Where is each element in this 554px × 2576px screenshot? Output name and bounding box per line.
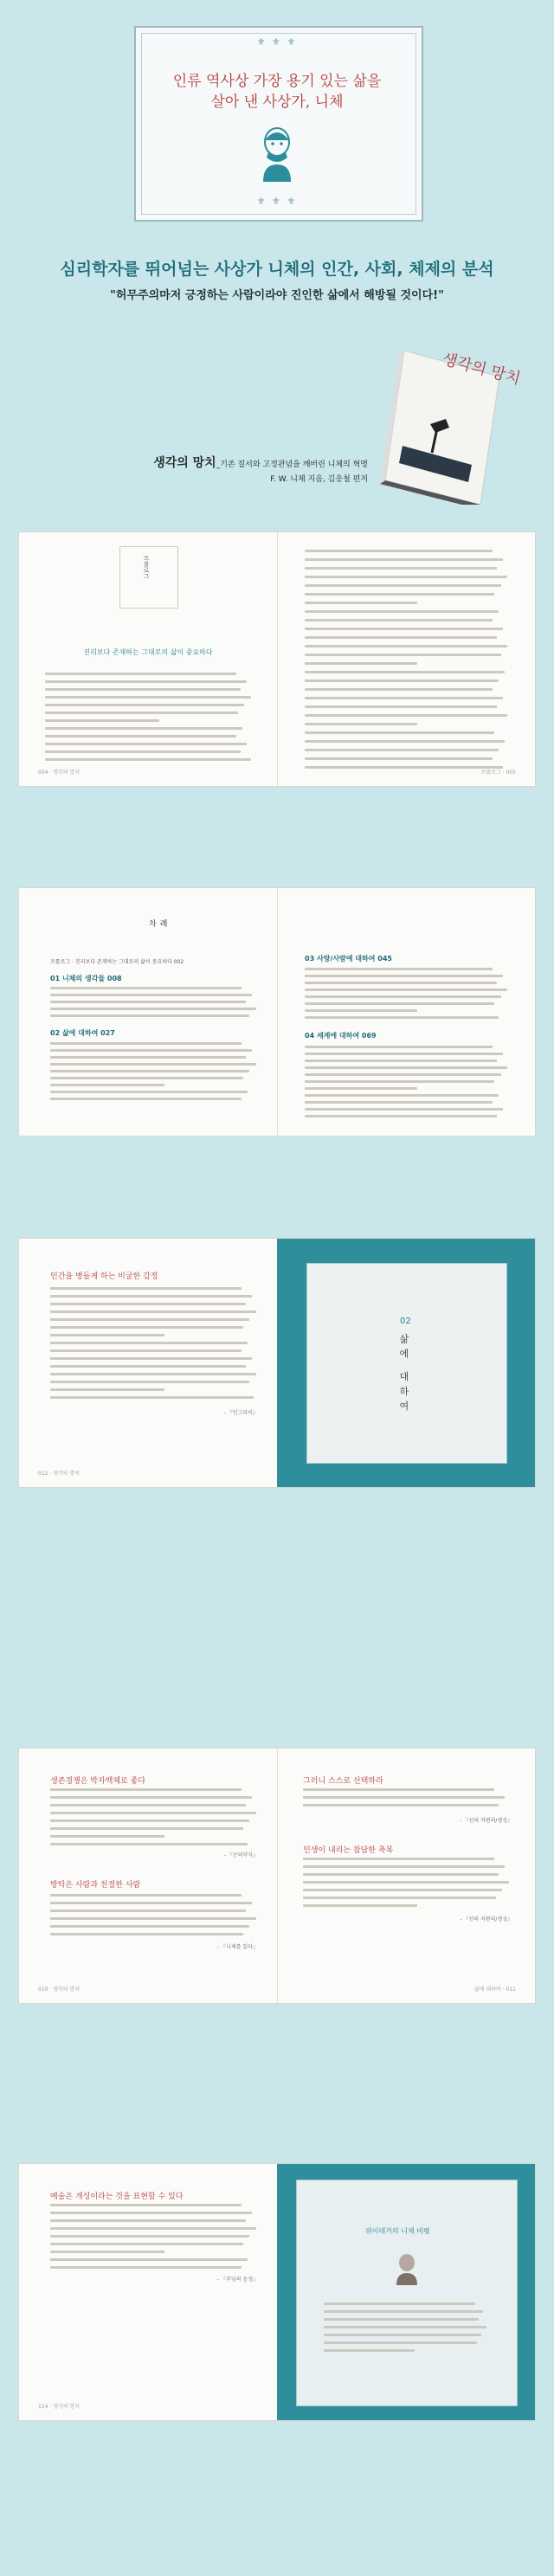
text-line: [50, 1381, 249, 1383]
text-line: [50, 1091, 248, 1093]
page-number-left: 010 · 생각의 망치: [38, 1987, 81, 1993]
text-line: [50, 1287, 242, 1290]
page-number-right: 삶에 대하여 · 011: [473, 1987, 516, 1993]
text-line: [303, 1897, 496, 1899]
text-line: [50, 1001, 246, 1003]
book-subtitle: _기존 질서와 고정관념을 깨버린 니체의 혁명: [216, 460, 368, 469]
text-line: [305, 584, 501, 587]
headline-quote: "허무주의마저 긍정하는 사람이라야 진인한 삶에서 해방될 것이다!": [110, 289, 444, 302]
text-line: [305, 714, 507, 717]
text-line: [305, 968, 493, 970]
quote-head: 예술은 개성이라는 것을 표현할 수 있다: [50, 2193, 184, 2201]
text-line: [303, 1865, 505, 1868]
text-line: [305, 989, 507, 991]
text-line: [50, 2235, 249, 2238]
text-line: [305, 982, 497, 984]
header-line-1: 인류 역사상 가장 용기 있는 삶을: [172, 73, 382, 90]
quote-source: - 『주님의 음성』: [217, 2277, 258, 2283]
text-line: [305, 593, 494, 596]
text-line: [303, 1858, 494, 1860]
text-line: [50, 1902, 252, 1904]
text-line: [50, 994, 252, 996]
toc-item-03[interactable]: 03 사랑/사람에 대하여 045: [305, 955, 392, 963]
ornament-bottom: ⚜ ⚜ ⚜: [256, 196, 298, 207]
text-line: [305, 628, 503, 630]
quote-head-b: 방탁은 사람과 친절한 사람: [50, 1881, 141, 1890]
text-line: [305, 688, 493, 691]
text-line: [45, 680, 247, 683]
text-line: [303, 1804, 499, 1806]
text-line: [50, 1835, 164, 1838]
text-line: [50, 1318, 249, 1321]
text-line: [50, 1909, 246, 1912]
text-line: [50, 1804, 246, 1806]
text-line: [305, 1066, 507, 1069]
text-line: [305, 1108, 503, 1111]
text-line: [50, 1788, 242, 1791]
book-cover-title: 생각의 망치: [440, 350, 523, 389]
text-line: [305, 1080, 494, 1083]
text-line: [50, 1917, 256, 1920]
text-line: [50, 2227, 256, 2230]
text-line: [50, 2266, 242, 2269]
text-line: [324, 2341, 477, 2344]
quote-source-b: - 『니체를 읽다』: [217, 1944, 258, 1950]
text-line: [45, 673, 236, 675]
text-line: [324, 2326, 486, 2328]
text-line: [50, 2258, 248, 2261]
text-line: [50, 2219, 246, 2222]
text-line: [305, 679, 499, 682]
text-line: [305, 749, 499, 751]
text-line: [305, 697, 503, 699]
text-line: [50, 987, 242, 989]
text-line: [305, 975, 503, 977]
text-line: [50, 1796, 252, 1799]
section-head: 인간을 병들게 하는 비굴한 감정: [50, 1272, 158, 1281]
toc-heading: 차례: [149, 920, 171, 929]
text-line: [50, 1077, 243, 1079]
toc-item-04[interactable]: 04 세계에 대하여 069: [305, 1032, 377, 1040]
page-number-right: 프롤로그 · 005: [480, 770, 516, 776]
text-line: [50, 2243, 243, 2245]
text-line: [305, 1059, 497, 1062]
text-line: [303, 1796, 505, 1799]
text-line: [305, 1053, 503, 1055]
prologue-label: 프롤로그: [143, 555, 150, 579]
chapter-title: 삶에 대하여: [398, 1334, 409, 1416]
text-line: [50, 1334, 164, 1336]
text-line: [50, 2251, 164, 2253]
text-line: [303, 1889, 502, 1891]
text-line: [50, 1311, 256, 1313]
text-line: [45, 704, 244, 706]
text-line: [45, 758, 251, 761]
text-line: [303, 1881, 509, 1884]
text-line: [50, 1373, 256, 1375]
text-line: [305, 1101, 493, 1104]
text-line: [305, 550, 493, 552]
ornament-top: ⚜ ⚜ ⚜: [256, 36, 298, 48]
text-line: [305, 1115, 497, 1117]
text-line: [305, 654, 501, 656]
text-line: [324, 2310, 483, 2313]
text-line: [305, 723, 417, 725]
text-line: [305, 619, 493, 621]
text-line: [50, 1349, 242, 1352]
text-line: [50, 1056, 246, 1059]
text-line: [45, 750, 241, 753]
quote-source-d: - 『선의 저편의/생성』: [460, 1916, 512, 1922]
text-line: [45, 688, 241, 691]
header-line-2: 살아 낸 사상가, 니체: [210, 93, 344, 111]
text-line: [50, 1894, 242, 1897]
quote-head-a: 생존경쟁은 박자백체로 좋다: [50, 1777, 146, 1786]
book-title-line: [153, 454, 368, 471]
text-line: [305, 1046, 493, 1048]
text-line: [305, 567, 497, 570]
text-line: [305, 576, 507, 578]
text-line: [50, 1098, 242, 1100]
text-line: [45, 735, 236, 737]
text-line: [45, 727, 242, 730]
quote-source-c: - 『선의 저편의/생성』: [460, 1818, 512, 1824]
essay-card-title: 위이테거의 니체 비평: [365, 2227, 430, 2235]
text-line: [50, 1014, 249, 1017]
text-line: [324, 2302, 475, 2305]
page-number-left: 004 · 생각의 망치: [38, 770, 81, 776]
text-line: [305, 662, 417, 665]
text-line: [50, 1365, 246, 1368]
text-line: [305, 1073, 501, 1076]
text-line: [50, 1008, 256, 1010]
text-line: [305, 766, 503, 769]
text-line: [303, 1873, 499, 1876]
text-line: [324, 2334, 481, 2336]
text-line: [50, 1084, 164, 1086]
spread-contents: [19, 888, 535, 1136]
text-line: [50, 1357, 252, 1360]
text-line: [305, 610, 499, 613]
quote-head-d: 인생이 내리는 참담한 축복: [303, 1846, 394, 1855]
quote-source-a: - 『곤의약식』: [223, 1852, 258, 1858]
spread-life-quotes: [19, 1748, 535, 2003]
book-authors: F. W. 니체 지음, 김응철 편저: [270, 475, 368, 484]
text-line: [50, 2212, 252, 2214]
text-line: [305, 1094, 499, 1097]
text-line: [305, 731, 494, 734]
text-line: [50, 1303, 246, 1305]
text-line: [303, 1904, 417, 1907]
text-line: [50, 1295, 252, 1298]
section-source: - 『인그라이』: [223, 1410, 258, 1416]
chapter-number: 02: [400, 1317, 411, 1326]
toc-prologue: 프롤로그 · 진리보다 존재하는 그대로의 삶이 중요하다 002: [50, 959, 184, 965]
text-line: [305, 1016, 499, 1019]
text-line: [305, 1009, 417, 1012]
text-line: [324, 2318, 479, 2321]
text-line: [50, 1827, 243, 1830]
text-line: [50, 1843, 248, 1845]
text-line: [303, 1788, 494, 1791]
page-number-left: 114 · 생각의 망치: [38, 2404, 81, 2410]
text-line: [50, 1812, 256, 1814]
spread-prologue: [19, 532, 535, 786]
text-line: [305, 1087, 417, 1090]
text-line: [305, 636, 497, 639]
text-line: [45, 712, 238, 714]
toc-item-01[interactable]: 01 니체의 생각들 008: [50, 975, 122, 982]
nietzsche-portrait-small-icon: [395, 2251, 419, 2285]
text-line: [305, 757, 493, 760]
text-line: [50, 1049, 252, 1052]
spread-art-quotes: [19, 2164, 535, 2420]
text-line: [324, 2349, 415, 2352]
text-line: [305, 705, 497, 708]
text-line: [50, 1388, 164, 1391]
quote-head-c: 그러니 스스로 선택하라: [303, 1777, 383, 1786]
text-line: [50, 1326, 243, 1329]
page-number-left: 012 · 생각의 망치: [38, 1471, 81, 1477]
text-line: [50, 1063, 256, 1066]
nietzsche-portrait-icon: [256, 123, 298, 182]
text-line: [50, 1042, 242, 1045]
text-line: [50, 1933, 243, 1935]
text-line: [50, 1925, 249, 1928]
text-line: [305, 1002, 494, 1005]
text-line: [305, 995, 501, 998]
text-line: [50, 1342, 248, 1344]
toc-item-02[interactable]: 02 삶에 대하여 027: [50, 1029, 115, 1037]
text-line: [45, 743, 247, 745]
book-title: 생각의 망치: [153, 456, 216, 470]
text-line: [50, 1819, 249, 1822]
text-line: [305, 671, 505, 673]
text-line: [50, 1070, 249, 1072]
text-line: [305, 740, 505, 743]
text-line: [50, 1396, 254, 1399]
text-line: [45, 719, 159, 722]
essay-card: [296, 2180, 518, 2406]
text-line: [50, 2204, 242, 2206]
text-line: [305, 602, 417, 604]
headline-main: 심리학자를 뛰어넘는 사상가 니체의 인간, 사회, 체제의 분석: [60, 260, 494, 279]
text-line: [45, 696, 251, 699]
prologue-section-head: 진리보다 존재하는 그대로의 삶이 중요하다: [83, 648, 213, 656]
text-line: [305, 645, 507, 647]
text-line: [305, 558, 503, 561]
spread-chapter-02: [19, 1239, 535, 1487]
